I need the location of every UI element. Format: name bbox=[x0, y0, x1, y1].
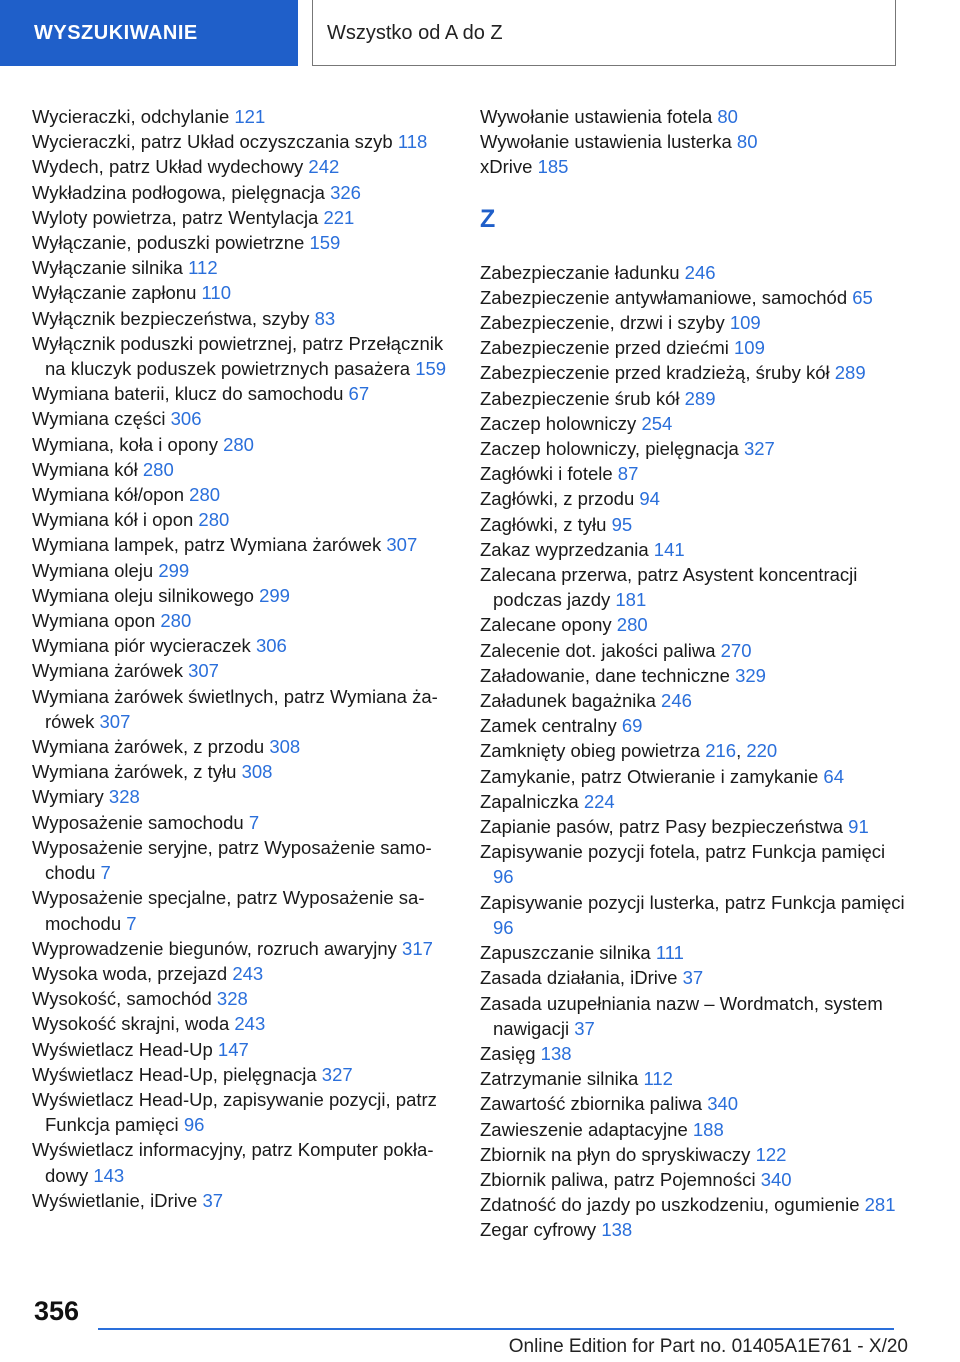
page-link[interactable]: 328 bbox=[216, 988, 248, 1010]
entry-text: Wyświetlanie, iDrive bbox=[32, 1189, 198, 1211]
entry-text: Zasięg bbox=[480, 1042, 536, 1064]
entry-text: Wydech, patrz Układ wydechowy bbox=[32, 156, 304, 178]
page-link[interactable]: 87 bbox=[617, 463, 639, 485]
page-link[interactable]: 138 bbox=[540, 1042, 572, 1064]
index-entry bbox=[480, 688, 910, 713]
entry-text: Zapianie pasów, patrz Pasy bezpieczeństwa bbox=[480, 816, 844, 838]
page-link[interactable]: 299 bbox=[158, 559, 190, 581]
entry-text: Wyprowadzenie biegunów, rozruch awaryjny bbox=[32, 937, 397, 959]
index-entry bbox=[480, 965, 910, 990]
page-link[interactable]: 96 bbox=[493, 866, 514, 888]
page-link[interactable]: 65 bbox=[852, 286, 873, 308]
page-link[interactable]: 306 bbox=[170, 408, 202, 430]
index-entry bbox=[480, 386, 910, 411]
index-entry bbox=[32, 205, 452, 230]
index-entry bbox=[32, 759, 452, 784]
index-entry bbox=[32, 230, 452, 255]
index-entry bbox=[480, 638, 910, 663]
page-link[interactable]: 340 bbox=[707, 1093, 739, 1115]
page-link[interactable]: 188 bbox=[692, 1118, 724, 1140]
page-link[interactable]: 306 bbox=[255, 635, 287, 657]
index-entry bbox=[32, 583, 452, 608]
page-link[interactable]: 281 bbox=[864, 1194, 896, 1216]
index-entry bbox=[32, 1011, 452, 1036]
entry-text: Zapisywanie pozycji fotela, patrz Funkcja pamięci bbox=[480, 841, 886, 863]
entry-text: Zabezpieczanie ładunku bbox=[480, 261, 680, 283]
page-link[interactable]: 220 bbox=[746, 740, 778, 762]
entry-text: Zalecane opony bbox=[480, 614, 612, 636]
index-entry bbox=[480, 940, 910, 965]
page-link[interactable]: 80 bbox=[736, 131, 758, 153]
page-link[interactable]: 141 bbox=[653, 538, 685, 560]
index-entry bbox=[480, 789, 910, 814]
page-link[interactable]: 224 bbox=[583, 790, 615, 812]
page-link[interactable]: 109 bbox=[729, 312, 761, 334]
index-entry bbox=[32, 457, 452, 482]
index-entry bbox=[480, 1167, 910, 1192]
entry-text: Zabezpieczenie przed dziećmi bbox=[480, 337, 729, 359]
index-entry bbox=[32, 482, 452, 507]
page-link[interactable]: 69 bbox=[621, 715, 643, 737]
index-entry bbox=[32, 255, 452, 280]
entry-text: Zabezpieczenie przed kradzieżą, śruby kół bbox=[480, 362, 830, 384]
index-entry bbox=[480, 104, 910, 129]
page-link[interactable]: 110 bbox=[201, 282, 232, 304]
page-link[interactable]: 307 bbox=[188, 660, 219, 682]
page-link[interactable]: 280 bbox=[198, 509, 230, 531]
entry-text: Zalecenie dot. jakości paliwa bbox=[480, 639, 716, 661]
index-column-left bbox=[32, 104, 452, 1213]
entry-text: Wymiana żarówek, z tyłu bbox=[32, 761, 237, 783]
entry-text: Wyłącznik bezpieczeństwa, szyby bbox=[32, 307, 310, 329]
page-link[interactable]: 94 bbox=[639, 488, 660, 510]
page-link[interactable]: 138 bbox=[601, 1219, 633, 1241]
entry-text: Wymiana oleju silnikowego bbox=[32, 584, 254, 606]
page-link[interactable]: 122 bbox=[755, 1143, 787, 1165]
index-entry bbox=[480, 486, 910, 511]
index-entry bbox=[480, 1192, 910, 1217]
page-link[interactable]: 7 bbox=[100, 862, 111, 884]
page-link[interactable]: 216 bbox=[705, 740, 737, 762]
entry-text: Wymiana, koła i opony bbox=[32, 433, 218, 455]
page-link[interactable]: 327 bbox=[743, 438, 775, 460]
page-link[interactable]: 80 bbox=[717, 106, 738, 127]
page-link[interactable]: 159 bbox=[415, 358, 447, 380]
index-entry bbox=[32, 306, 452, 331]
entry-text: Wyloty powietrza, patrz Wentylacja bbox=[32, 206, 319, 228]
entry-text: Wymiana żarówek, z przodu bbox=[32, 736, 265, 758]
page-link[interactable]: 327 bbox=[321, 1063, 353, 1085]
page-link[interactable]: 143 bbox=[93, 1164, 125, 1186]
page-link[interactable]: 329 bbox=[735, 664, 766, 686]
index-entry bbox=[480, 562, 910, 612]
entry-text: Zamek centralny bbox=[480, 715, 617, 737]
page-link[interactable]: 95 bbox=[611, 513, 633, 535]
index-entry bbox=[480, 461, 910, 486]
page-link[interactable]: 299 bbox=[259, 584, 290, 606]
index-entry bbox=[480, 1117, 910, 1142]
entry-text: Zagłówki, z tyłu bbox=[480, 513, 607, 535]
index-entry bbox=[32, 936, 452, 961]
index-entry bbox=[32, 633, 452, 658]
entry-text: Wysokość, samochód bbox=[32, 988, 212, 1010]
entry-text: Wyposażenie specjalne, patrz Wyposażenie samochodu bbox=[32, 887, 425, 934]
index-entry: Zamknięty obieg powietrza 216, 220 bbox=[480, 740, 778, 762]
entry-text: Zabezpieczenie śrub kół bbox=[480, 387, 680, 409]
entry-text: Załadunek bagażnika bbox=[480, 690, 656, 712]
entry-text: Wymiana części bbox=[32, 408, 166, 430]
page-link[interactable]: 317 bbox=[402, 937, 433, 959]
entry-text: Zalecana przerwa, patrz Asystent koncentracji podczas jazdy bbox=[480, 564, 858, 611]
index-entry bbox=[32, 885, 452, 935]
page-link[interactable]: 37 bbox=[682, 967, 704, 989]
entry-text: Wywołanie ustawienia lusterka bbox=[480, 131, 732, 153]
page-header bbox=[0, 0, 960, 68]
index-entry bbox=[32, 432, 452, 457]
page-link[interactable]: 308 bbox=[269, 736, 301, 758]
entry-text: Wyświetlacz Head-Up, zapisywanie pozycji, patrz Funkcja pamięci bbox=[32, 1088, 437, 1136]
page-link[interactable]: 280 bbox=[189, 484, 221, 506]
entry-text: Wymiana kół bbox=[32, 458, 138, 480]
index-entry bbox=[480, 1217, 910, 1242]
entry-text: Wycieraczki, patrz Układ oczyszczania szyb bbox=[32, 131, 393, 153]
index-entry bbox=[480, 129, 910, 154]
page-link[interactable]: 307 bbox=[99, 710, 131, 732]
page-link[interactable]: 221 bbox=[323, 206, 355, 228]
index-entry bbox=[32, 558, 452, 583]
index-entry bbox=[32, 180, 452, 205]
page-link[interactable]: 307 bbox=[386, 534, 418, 556]
page-link[interactable]: 96 bbox=[183, 1114, 205, 1136]
entry-text: Zakaz wyprzedzania bbox=[480, 538, 649, 560]
page-link[interactable]: 246 bbox=[684, 261, 716, 283]
entry-text: Wymiana żarówek bbox=[32, 660, 183, 682]
entry-text: Zamknięty obieg powietrza bbox=[480, 740, 701, 762]
entry-text: Wysoka woda, przejazd bbox=[32, 962, 228, 984]
page-link[interactable]: 83 bbox=[314, 307, 336, 329]
entry-text: Zasada uzupełniania nazw – Wordmatch, system nawigacji bbox=[480, 992, 883, 1039]
index-entry bbox=[480, 890, 910, 940]
section-tab[interactable]: WYSZUKIWANIE bbox=[0, 0, 298, 66]
index-entry bbox=[32, 784, 452, 809]
entry-text: Wysokość skrajni, woda bbox=[32, 1013, 230, 1035]
entry-text: Zegar cyfrowy bbox=[480, 1219, 597, 1241]
index-entry bbox=[480, 310, 910, 335]
index-entry bbox=[32, 986, 452, 1011]
entry-text: Zawieszenie adaptacyjne bbox=[480, 1118, 688, 1140]
entry-text: Zaczep holowniczy, pielęgnacja bbox=[480, 438, 739, 460]
page-link[interactable]: 280 bbox=[223, 433, 254, 455]
title-tab[interactable]: Wszystko od A do Z bbox=[312, 0, 896, 66]
index-entry bbox=[32, 810, 452, 835]
index-column-right bbox=[480, 104, 910, 1243]
edition-text: Online Edition for Part no. 01405A1E761 - X/20 bbox=[508, 1336, 908, 1357]
index-entry bbox=[32, 1137, 452, 1187]
index-entry bbox=[480, 411, 910, 436]
page-link[interactable]: 243 bbox=[232, 962, 264, 984]
index-entry bbox=[32, 532, 452, 557]
entry-text: Wyłączanie, poduszki powietrzne bbox=[32, 232, 305, 254]
entry-text: Zapalniczka bbox=[480, 790, 579, 812]
page-link[interactable]: 91 bbox=[848, 816, 869, 838]
entry-text: Wycieraczki, odchylanie bbox=[32, 106, 230, 127]
entry-text: Wyświetlacz informacyjny, patrz Komputer pokładowy bbox=[32, 1139, 434, 1186]
index-entry bbox=[32, 507, 452, 532]
entry-text: Wyłączanie zapłonu bbox=[32, 282, 197, 304]
page-link[interactable]: 7 bbox=[248, 811, 260, 833]
entry-text: Zagłówki i fotele bbox=[480, 463, 613, 485]
page-link[interactable]: 243 bbox=[234, 1013, 266, 1035]
index-entry bbox=[480, 991, 910, 1041]
entry-text: Wymiana kół/opon bbox=[32, 484, 185, 506]
index-entry bbox=[32, 1037, 452, 1062]
entry-text: Zabezpieczenie, drzwi i szyby bbox=[480, 312, 725, 334]
page-link[interactable]: 112 bbox=[188, 257, 218, 279]
page-link[interactable]: 37 bbox=[574, 1017, 595, 1039]
footer-divider bbox=[98, 1328, 894, 1330]
index-entry bbox=[480, 1041, 910, 1066]
page-link[interactable]: 7 bbox=[126, 912, 137, 934]
entry-text: Wymiana opon bbox=[32, 610, 156, 632]
page-link[interactable]: 270 bbox=[720, 639, 752, 661]
index-entry bbox=[480, 285, 910, 310]
index-entry bbox=[32, 406, 452, 431]
index-entry bbox=[32, 1062, 452, 1087]
index-entry bbox=[32, 835, 452, 885]
page-link[interactable]: 242 bbox=[308, 156, 340, 178]
page-link[interactable]: 289 bbox=[684, 387, 716, 409]
page-link[interactable]: 159 bbox=[309, 232, 341, 254]
page-link[interactable]: 67 bbox=[348, 383, 370, 405]
index-entry bbox=[32, 1087, 452, 1137]
entry-text: Wymiana baterii, klucz do samochodu bbox=[32, 383, 344, 405]
entry-text: Załadowanie, dane techniczne bbox=[480, 664, 730, 686]
page-link[interactable]: 118 bbox=[397, 131, 428, 153]
entry-text: Wyłączanie silnika bbox=[32, 257, 183, 279]
entry-text: Zamykanie, patrz Otwieranie i zamykanie bbox=[480, 765, 819, 787]
page-link[interactable]: 147 bbox=[217, 1038, 249, 1060]
page-link[interactable]: 109 bbox=[734, 337, 765, 359]
index-entry bbox=[480, 663, 910, 688]
index-entry bbox=[480, 360, 910, 385]
entry-text: Zabezpieczenie antywłamaniowe, samochód bbox=[480, 286, 848, 308]
page-link[interactable]: 112 bbox=[643, 1068, 673, 1090]
entry-text: Wymiana kół i opon bbox=[32, 509, 194, 531]
page-link[interactable]: 280 bbox=[160, 610, 192, 632]
index-entry bbox=[480, 814, 910, 839]
index-entry bbox=[480, 154, 910, 179]
page-link[interactable]: 181 bbox=[615, 589, 647, 611]
index-entry bbox=[480, 764, 910, 789]
page-link[interactable]: 280 bbox=[142, 458, 174, 480]
page-link[interactable]: 246 bbox=[661, 690, 692, 712]
entry-text: Zbiornik na płyn do spryskiwaczy bbox=[480, 1143, 751, 1165]
page-number: 356 bbox=[34, 1296, 80, 1326]
index-entry bbox=[32, 129, 452, 154]
index-entry bbox=[32, 658, 452, 683]
entry-text: Wymiana żarówek świetlnych, patrz Wymiana żarówek bbox=[32, 685, 438, 732]
index-entry bbox=[480, 1142, 910, 1167]
index-entry bbox=[32, 608, 452, 633]
page-link[interactable]: 254 bbox=[641, 412, 673, 434]
index-entry bbox=[32, 381, 452, 406]
index-entry bbox=[32, 684, 452, 734]
entry-text: Zapisywanie pozycji lusterka, patrz Funkcja pamięci bbox=[480, 891, 905, 913]
page-link[interactable]: 289 bbox=[834, 362, 866, 384]
index-entry bbox=[480, 512, 910, 537]
index-entry bbox=[32, 734, 452, 759]
entry-text: Zaczep holowniczy bbox=[480, 412, 637, 434]
page-link[interactable]: 96 bbox=[493, 916, 514, 938]
entry-text: Wyświetlacz Head-Up, pielęgnacja bbox=[32, 1063, 317, 1085]
entry-text: Zawartość zbiornika paliwa bbox=[480, 1093, 703, 1115]
entry-text: Zatrzymanie silnika bbox=[480, 1068, 639, 1090]
index-entry bbox=[32, 280, 452, 305]
entry-text: Wymiana oleju bbox=[32, 559, 154, 581]
page-link[interactable]: 121 bbox=[234, 106, 266, 127]
entry-text: Wymiana lampek, patrz Wymiana żarówek bbox=[32, 534, 382, 556]
entry-text: Zasada działania, iDrive bbox=[480, 967, 678, 989]
index-entry bbox=[480, 335, 910, 360]
index-entry bbox=[480, 1091, 910, 1116]
entry-text: Zagłówki, z przodu bbox=[480, 488, 635, 510]
index-entry bbox=[32, 154, 452, 179]
page-link[interactable]: 326 bbox=[330, 181, 361, 203]
entry-text: Wyświetlacz Head-Up bbox=[32, 1038, 213, 1060]
entry-text: xDrive bbox=[480, 156, 533, 178]
page-link[interactable]: 64 bbox=[823, 765, 844, 787]
entry-text: Zapuszczanie silnika bbox=[480, 942, 651, 964]
entry-text: Wyposażenie seryjne, patrz Wyposażenie samochodu bbox=[32, 836, 432, 884]
index-entry bbox=[480, 612, 910, 637]
entry-text: Wyłącznik poduszki powietrznej, patrz Przełącznik na kluczyk poduszek powietrznych pasażera bbox=[32, 332, 444, 380]
index-entry bbox=[480, 713, 910, 738]
section-letter: Z bbox=[480, 204, 496, 233]
page-link[interactable]: 340 bbox=[760, 1168, 792, 1190]
entry-text: Wymiana piór wycieraczek bbox=[32, 635, 251, 657]
page-link[interactable]: 280 bbox=[616, 614, 648, 636]
entry-text: Wywołanie ustawienia fotela bbox=[480, 106, 713, 127]
entry-text: Wyposażenie samochodu bbox=[32, 811, 244, 833]
index-entry bbox=[480, 260, 910, 285]
page-link[interactable]: 185 bbox=[537, 156, 569, 178]
page-link[interactable]: 111 bbox=[655, 942, 684, 964]
index-entry bbox=[480, 839, 910, 889]
page-link[interactable]: 37 bbox=[202, 1189, 224, 1211]
page-link[interactable]: 308 bbox=[241, 761, 273, 783]
entry-text: Wykładzina podłogowa, pielęgnacja bbox=[32, 181, 325, 203]
index-entry bbox=[480, 537, 910, 562]
index-entry bbox=[32, 104, 452, 129]
entry-text: Zdatność do jazdy po uszkodzeniu, ogumienie bbox=[480, 1194, 860, 1216]
page-link[interactable]: 328 bbox=[108, 786, 140, 808]
entry-text: Zbiornik paliwa, patrz Pojemności bbox=[480, 1168, 756, 1190]
index-entry bbox=[32, 331, 452, 381]
entry-text: Wymiary bbox=[32, 786, 104, 808]
index-entry bbox=[480, 1066, 910, 1091]
index-entry bbox=[32, 961, 452, 986]
index-entry bbox=[480, 436, 910, 461]
index-entry bbox=[32, 1188, 452, 1213]
